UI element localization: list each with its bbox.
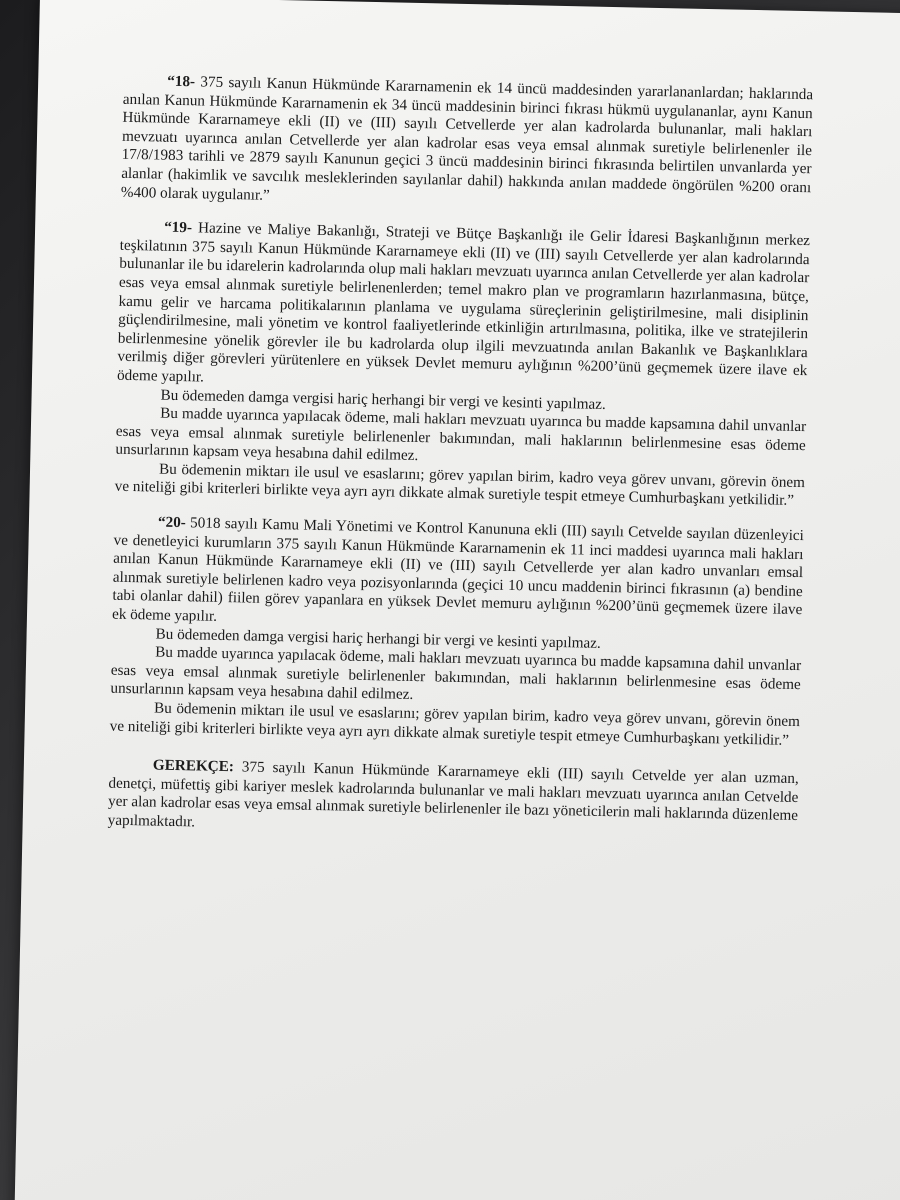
article-20-text-1: 5018 sayılı Kamu Mali Yönetimi ve Kontrol Kanununa ekli (III) sayılı Cetvelde sayılan düzenleyici ve denetleyici kurumların 375 sayılı Kanun Hükmünde Kararnamenin ek 11 inci maddesi uyarınca mali hakları anılan Kanun Hükmünde Kararnameye ekli (II) ve (III) sayılı Cetvellerde yer alan kadro unvanları emsal alınmak suretiyle belirlenen kadro veya pozisyonlarında (geçici 10 uncu maddenin birinci fıkrasının (a) bendine tabi olanlar dahil) fiilen görev yapanlara en yüksek Devlet memuru aylığının %200’ünü geçmemek üzere ilave ek ödeme yapılır. — [111, 514, 805, 625]
article-18-number: 18- — [174, 72, 196, 91]
article-20 — [110, 513, 805, 751]
article-19-paragraph-2: Bu ödemeden damga vergisi hariç herhangi bir vergi ve kesinti yapılmaz. — [160, 386, 606, 413]
rationale-text: 375 sayılı Kanun Hükmünde Kararnameye ekli (III) sayılı Cetvelde yer alan uzman, denetçi, müfettiş gibi kariyer meslek kadrolarında bulunanlar ve mali hakları mevzuatı uyarınca anılan Cetvelde yer alan kadrolar esas veya emsal alınmak suretiyle belirlenenler ile bazı yöneticilerin mali haklarında düzenleme yapılmaktadır. — [107, 758, 799, 831]
article-19-paragraph-4: Bu ödemenin miktarı ile usul ve esaslarını; görev yapılan birim, kadro veya görev unvanı, görevin önem ve niteliği gibi kriterleri birlikte veya ayrı ayrı dikkate almak suretiyle tespit etmeye Cumhurbaşkanı yetkilidir.” — [114, 460, 806, 510]
article-20-paragraph-1 — [112, 513, 804, 639]
article-19-text-1: Hazine ve Maliye Bakanlığı, Strateji ve Bütçe Başkanlığı ile Gelir İdaresi Başkanlığının merkez teşkilatının 375 sayılı Kanun Hükmünde Kararnameye ekli (II) ve (III) sayılı Cetvellerde yer alan kadrolarında bulunanlar ile bu idarelerin kadrolarında olup mali hakları mevzuatı uyarınca anılan Cetvellerde yer alan kadrolar esas veya emsal alınmak suretiyle belirlenenlerden; temel makro plan ve programların hazırlanmasına, bütçe, kamu gelir ve harcama politikalarının planlama ve uygulama süreçlerinin geliştirilmesine, mali disiplinin güçlendirilmesine, mali yönetim ve kontrol faaliyetlerinde etkinliğin artırılmasına, politika, ilke ve stratejilerin belirlenmesine yönelik görevler ile bu kadrolarda olup ilgili mevzuatında anılan Bakanlık ve Başkanlıklara verilmiş diğer görevleri yürütenlere en yüksek Devlet memuru aylığının %200’ünü geçmemek üzere ilave ek ödeme yapılır. — [116, 219, 811, 386]
article-18-text: 375 sayılı Kanun Hükmünde Kararnamenin ek 14 üncü maddesinden yararlananlardan; haklarında anılan Kanun Hükmünde Kararnamenin ek 34 üncü maddesinin birinci fıkrası hükmü uygulananlar, aynı Kanun Hükmünde Kararnameye ekli (II) ve (III) sayılı Cetvellerde yer alan kadrolarda bulunanlar, mali hakları mevzuatı uyarınca anılan Cetvellerde yer alan kadrolar esas veya emsal alınmak suretiyle belirlenenler ile 17/8/1983 tarihli ve 2879 sayılı Kanunun geçici 3 üncü maddesinin birinci fıkrasında belirtilen unvanlarda yer alanlar (hakimlik ve savcılık mesleklerinden sayılanlar dahil) hakkında anılan maddede öngörülen %200 oranı %400 olarak uygulanır.” — [120, 73, 814, 204]
rationale-section — [108, 756, 799, 845]
rationale-paragraph — [108, 756, 799, 845]
rationale-label: GEREKÇE: — [152, 756, 235, 776]
article-18-paragraph-1 — [121, 72, 814, 217]
article-20-paragraph-2: Bu ödemeden damga vergisi hariç herhangi bir vergi ve kesinti yapılmaz. — [155, 625, 601, 652]
article-20-paragraph-4: Bu ödemenin miktarı ile usul ve esaslarını; görev yapılan birim, kadro veya görev unvanı, görevin önem ve niteliği gibi kriterleri birlikte veya ayrı ayrı dikkate almak suretiyle tespit etmeye Cumhurbaşkanı yetkilidir.” — [109, 699, 801, 749]
document-page — [14, 0, 900, 1200]
article-19-number: 19- — [171, 218, 193, 237]
article-20-paragraph-3: Bu madde uyarınca yapılacak ödeme, mali hakları mevzuatı uyarınca bu madde kapsamına dahil unvanlar esas veya emsal alınmak suretiyle belirlenenler bakımından, mali haklarının belirlenmesine esas ödeme unsurlarının kapsam veya hesabına dahil edilmez. — [110, 643, 802, 704]
article-19 — [115, 218, 811, 511]
article-18-open-quote: “ — [167, 72, 175, 90]
article-19-paragraph-3: Bu madde uyarınca yapılacak ödeme, mali hakları mevzuatı uyarınca bu madde kapsamına dahil unvanlar esas veya emsal alınmak suretiyle belirlenenler bakımından, mali haklarının belirlenmesine esas ödeme unsurlarının kapsam veya hesabına dahil edilmez. — [115, 404, 807, 465]
article-19-open-quote: “ — [163, 218, 172, 236]
article-20-number: 20- — [165, 513, 187, 532]
article-18 — [121, 72, 814, 217]
document-body — [108, 72, 814, 845]
article-20-open-quote: “ — [157, 513, 166, 531]
article-19-paragraph-1 — [117, 218, 810, 400]
